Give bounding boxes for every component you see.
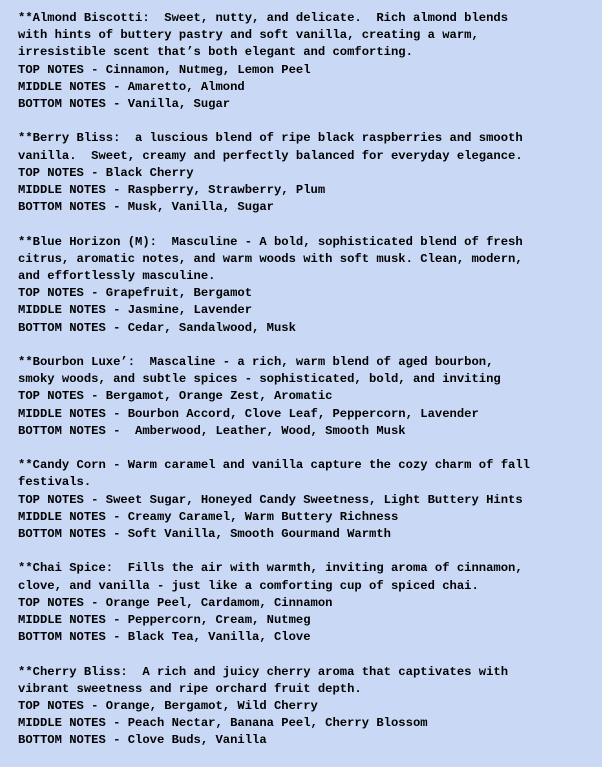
middle-notes: MIDDLE NOTES - Creamy Caramel, Warm Buttery Richness [18, 509, 399, 524]
middle-notes: MIDDLE NOTES - Peach Nectar, Banana Peel, Cherry Blossom [18, 716, 428, 731]
description-line: vanilla. Sweet, creamy and perfectly balanced for everyday elegance. [18, 148, 523, 163]
fragrance-entry-almond-biscotti [18, 10, 598, 113]
middle-notes: MIDDLE NOTES - Jasmine, Lavender [18, 303, 253, 318]
middle-notes: MIDDLE NOTES - Raspberry, Strawberry, Plum [18, 183, 326, 198]
description-line: **Berry Bliss: a luscious blend of ripe black raspberries and smooth [18, 131, 523, 146]
description-line: citrus, aromatic notes, and warm woods with soft musk. Clean, modern, [18, 251, 523, 266]
fragrance-entry-berry-bliss [18, 130, 598, 216]
description-line: clove, and vanilla - just like a comforting cup of spiced chai. [18, 578, 479, 593]
middle-notes: MIDDLE NOTES - Peppercorn, Cream, Nutmeg [18, 613, 311, 628]
middle-notes: MIDDLE NOTES - Amaretto, Almond [18, 79, 245, 94]
bottom-notes: BOTTOM NOTES - Cedar, Sandalwood, Musk [18, 320, 296, 335]
fragrance-entry-chai-spice [18, 560, 598, 646]
bottom-notes: BOTTOM NOTES - Black Tea, Vanilla, Clove [18, 630, 311, 645]
description-line: **Blue Horizon (M): Masculine - A bold, sophisticated blend of fresh [18, 234, 523, 249]
top-notes: TOP NOTES - Orange Peel, Cardamom, Cinnamon [18, 595, 333, 610]
top-notes: TOP NOTES - Black Cherry [18, 165, 194, 180]
description-line: irresistible scent that’s both elegant and comforting. [18, 45, 413, 60]
description-line: festivals. [18, 475, 92, 490]
bottom-notes: BOTTOM NOTES - Clove Buds, Vanilla [18, 733, 267, 748]
top-notes: TOP NOTES - Sweet Sugar, Honeyed Candy Sweetness, Light Buttery Hints [18, 492, 523, 507]
fragrance-entry-cherry-bliss [18, 664, 598, 750]
description-line: **Chai Spice: Fills the air with warmth, inviting aroma of cinnamon, [18, 561, 523, 576]
fragrance-entry-blue-horizon [18, 234, 598, 337]
description-line: **Cherry Bliss: A rich and juicy cherry aroma that captivates with [18, 664, 509, 679]
top-notes: TOP NOTES - Cinnamon, Nutmeg, Lemon Peel [18, 62, 311, 77]
top-notes: TOP NOTES - Bergamot, Orange Zest, Aromatic [18, 389, 333, 404]
description-line: vibrant sweetness and ripe orchard fruit depth. [18, 681, 362, 696]
fragrance-entry-candy-corn [18, 457, 598, 543]
description-line: with hints of buttery pastry and soft vanilla, creating a warm, [18, 28, 479, 43]
fragrance-list [18, 10, 598, 767]
description-line: **Almond Biscotti: Sweet, nutty, and delicate. Rich almond blends [18, 11, 509, 25]
bottom-notes: BOTTOM NOTES - Musk, Vanilla, Sugar [18, 200, 274, 215]
description-line: and effortlessly masculine. [18, 269, 216, 284]
bottom-notes: BOTTOM NOTES - Vanilla, Sugar [18, 97, 231, 112]
description-line: **Bourbon Luxe’: Mascaline - a rich, warm blend of aged bourbon, [18, 355, 494, 370]
top-notes: TOP NOTES - Grapefruit, Bergamot [18, 286, 253, 301]
bottom-notes: BOTTOM NOTES - Soft Vanilla, Smooth Gourmand Warmth [18, 527, 391, 542]
fragrance-entry-bourbon-luxe [18, 354, 598, 440]
bottom-notes: BOTTOM NOTES - Amberwood, Leather, Wood, Smooth Musk [18, 423, 406, 438]
description-line: **Candy Corn - Warm caramel and vanilla capture the cozy charm of fall [18, 458, 530, 473]
top-notes: TOP NOTES - Orange, Bergamot, Wild Cherry [18, 699, 318, 714]
middle-notes: MIDDLE NOTES - Bourbon Accord, Clove Leaf, Peppercorn, Lavender [18, 406, 479, 421]
description-line: smoky woods, and subtle spices - sophisticated, bold, and inviting [18, 372, 501, 387]
